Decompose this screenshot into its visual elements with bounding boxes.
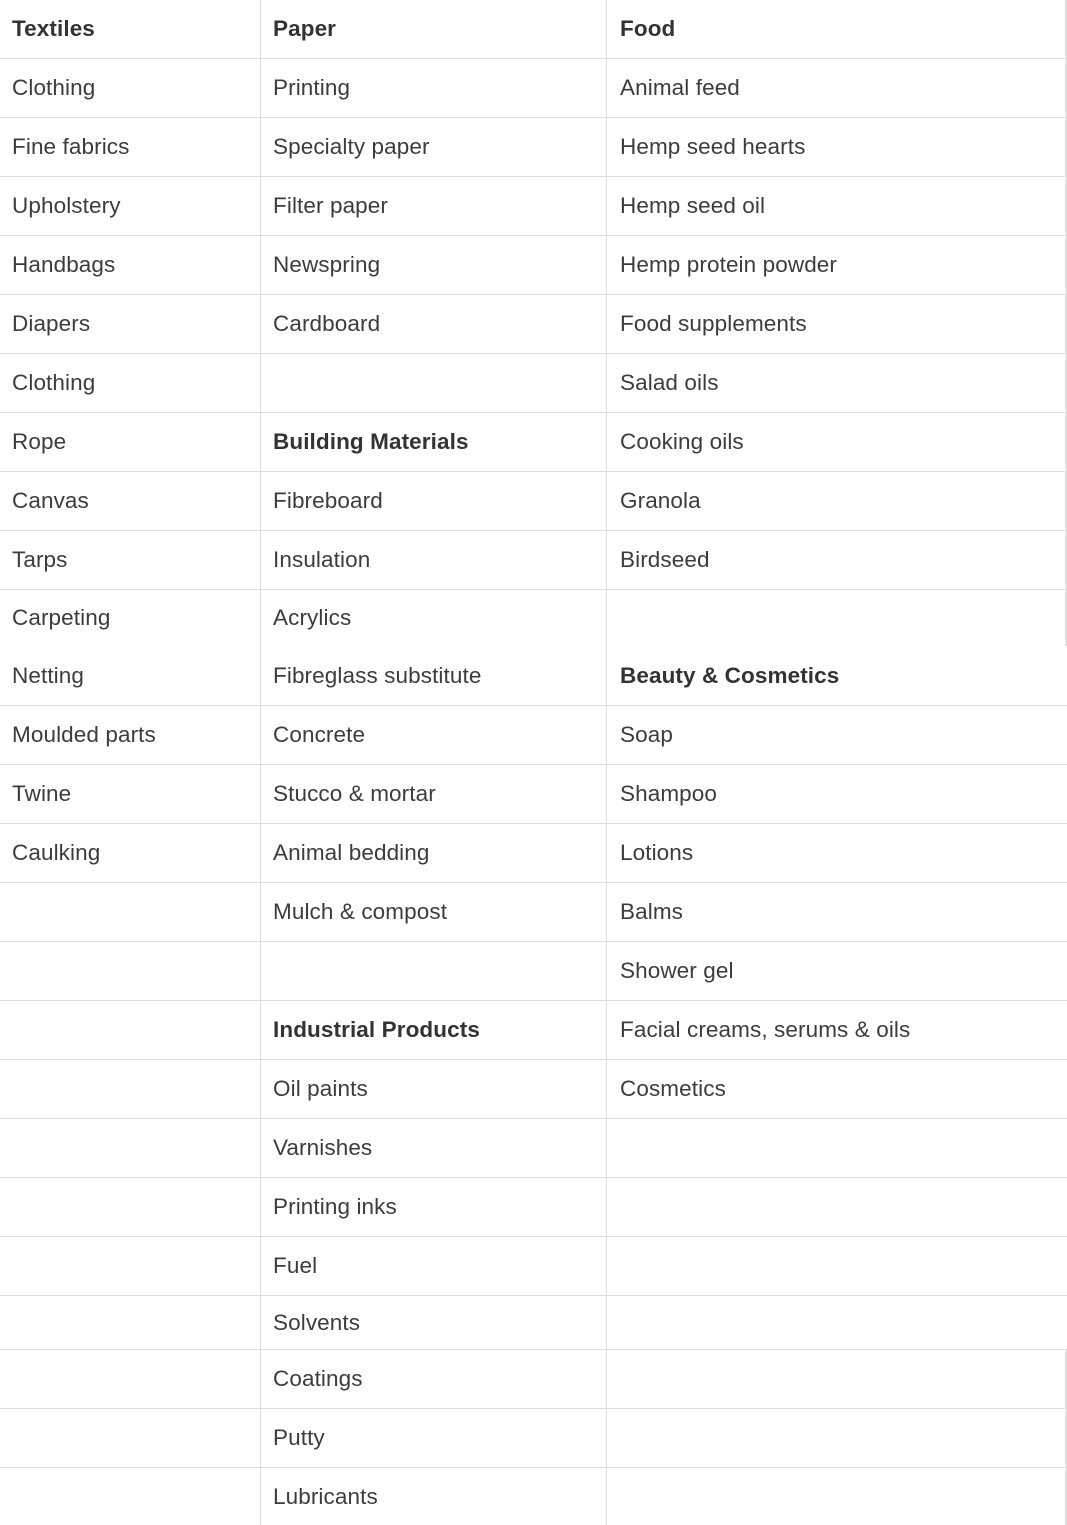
table-cell: Salad oils	[606, 354, 1065, 412]
category-heading: Industrial Products	[260, 1001, 606, 1059]
table-cell: Twine	[12, 781, 72, 806]
table-cell: Animal feed	[606, 59, 1065, 117]
table-cell	[606, 1237, 1065, 1295]
table-cell: Insulation	[260, 531, 606, 589]
table-cell: Shampoo	[606, 765, 1065, 823]
table-cell: Stucco & mortar	[260, 765, 606, 823]
table-cell: Handbags	[12, 252, 116, 277]
table-cell: Hemp seed oil	[606, 177, 1065, 235]
table-row	[0, 236, 1067, 295]
table-row	[0, 413, 1067, 472]
table-cell: Solvents	[260, 1296, 606, 1349]
table-cell: Shower gel	[606, 942, 1065, 1000]
table-row	[0, 824, 1067, 883]
table-row	[0, 1237, 1067, 1296]
table-cell: Clothing	[12, 75, 96, 100]
table-row	[0, 1468, 1067, 1525]
table-cell: Clothing	[12, 370, 96, 395]
table-cell: Mulch & compost	[260, 883, 606, 941]
table-row	[0, 590, 1067, 646]
table-cell: Lotions	[606, 824, 1065, 882]
table-cell: Facial creams, serums & oils	[606, 1001, 1065, 1059]
table-cell	[606, 1409, 1065, 1467]
table-cell	[0, 1296, 260, 1349]
table-cell: Caulking	[12, 840, 101, 865]
table-cell	[0, 1468, 260, 1525]
table-cell: Newspring	[260, 236, 606, 294]
table-cell: Upholstery	[12, 193, 121, 218]
table-cell	[0, 1060, 260, 1118]
table-cell	[0, 942, 260, 1000]
category-heading: Paper	[260, 0, 606, 58]
table-cell	[0, 883, 260, 941]
table-cell: Printing	[260, 59, 606, 117]
table-row	[0, 706, 1067, 765]
table-cell	[0, 1001, 260, 1059]
table-cell: Canvas	[12, 488, 89, 513]
category-heading: Beauty & Cosmetics	[606, 646, 1065, 705]
table-cell	[606, 1178, 1065, 1236]
table-row	[0, 177, 1067, 236]
table-cell: Food supplements	[606, 295, 1065, 353]
table-cell: Concrete	[260, 706, 606, 764]
table-cell: Diapers	[12, 311, 91, 336]
table-cell	[606, 1468, 1065, 1525]
table-cell	[260, 942, 606, 1000]
table-row	[0, 1060, 1067, 1119]
table-row	[0, 295, 1067, 354]
table-row	[0, 646, 1067, 706]
table-cell	[606, 1350, 1065, 1408]
table-cell	[260, 354, 606, 412]
table-row	[0, 118, 1067, 177]
table-row	[0, 354, 1067, 413]
table-cell: Coatings	[260, 1350, 606, 1408]
table-cell: Putty	[260, 1409, 606, 1467]
table-cell: Balms	[606, 883, 1065, 941]
table-cell: Acrylics	[260, 590, 606, 646]
category-heading: Textiles	[12, 16, 95, 41]
table-row	[0, 59, 1067, 118]
table-cell: Rope	[12, 429, 67, 454]
table-cell: Fine fabrics	[12, 134, 130, 159]
table-row	[0, 942, 1067, 1001]
table-cell	[606, 590, 1065, 646]
category-heading: Building Materials	[260, 413, 606, 471]
table-row	[0, 472, 1067, 531]
table-row	[0, 1001, 1067, 1060]
table-row	[0, 1296, 1067, 1350]
table-cell: Hemp seed hearts	[606, 118, 1065, 176]
table-cell: Animal bedding	[260, 824, 606, 882]
table-cell: Soap	[606, 706, 1065, 764]
table-header-row	[0, 0, 1067, 59]
table-cell: Birdseed	[606, 531, 1065, 589]
table-cell	[0, 1237, 260, 1295]
table-cell: Fibreglass substitute	[260, 646, 606, 705]
table-cell: Filter paper	[260, 177, 606, 235]
table-row	[0, 765, 1067, 824]
table-cell: Granola	[606, 472, 1065, 530]
table-cell: Cosmetics	[606, 1060, 1065, 1118]
table-row	[0, 1178, 1067, 1237]
table-cell	[606, 1296, 1065, 1349]
table-row	[0, 1119, 1067, 1178]
table-cell: Varnishes	[260, 1119, 606, 1177]
table-cell	[0, 1119, 260, 1177]
table-cell: Printing inks	[260, 1178, 606, 1236]
table-cell	[0, 1409, 260, 1467]
table-cell: Hemp protein powder	[606, 236, 1065, 294]
table-cell: Cooking oils	[606, 413, 1065, 471]
table-cell: Carpeting	[12, 605, 111, 630]
table-row	[0, 531, 1067, 590]
table-cell	[606, 1119, 1065, 1177]
table-cell: Fuel	[260, 1237, 606, 1295]
category-heading: Food	[606, 0, 1065, 58]
table-cell: Lubricants	[260, 1468, 606, 1525]
table-cell	[0, 1178, 260, 1236]
table-row	[0, 1409, 1067, 1468]
table-cell: Specialty paper	[260, 118, 606, 176]
table-cell: Moulded parts	[12, 722, 156, 747]
table-cell: Netting	[12, 662, 84, 688]
table-cell: Cardboard	[260, 295, 606, 353]
table-cell: Tarps	[12, 547, 68, 572]
table-row	[0, 883, 1067, 942]
table-cell	[0, 1350, 260, 1408]
table-cell: Oil paints	[260, 1060, 606, 1118]
table-cell: Fibreboard	[260, 472, 606, 530]
table-row	[0, 1350, 1067, 1409]
